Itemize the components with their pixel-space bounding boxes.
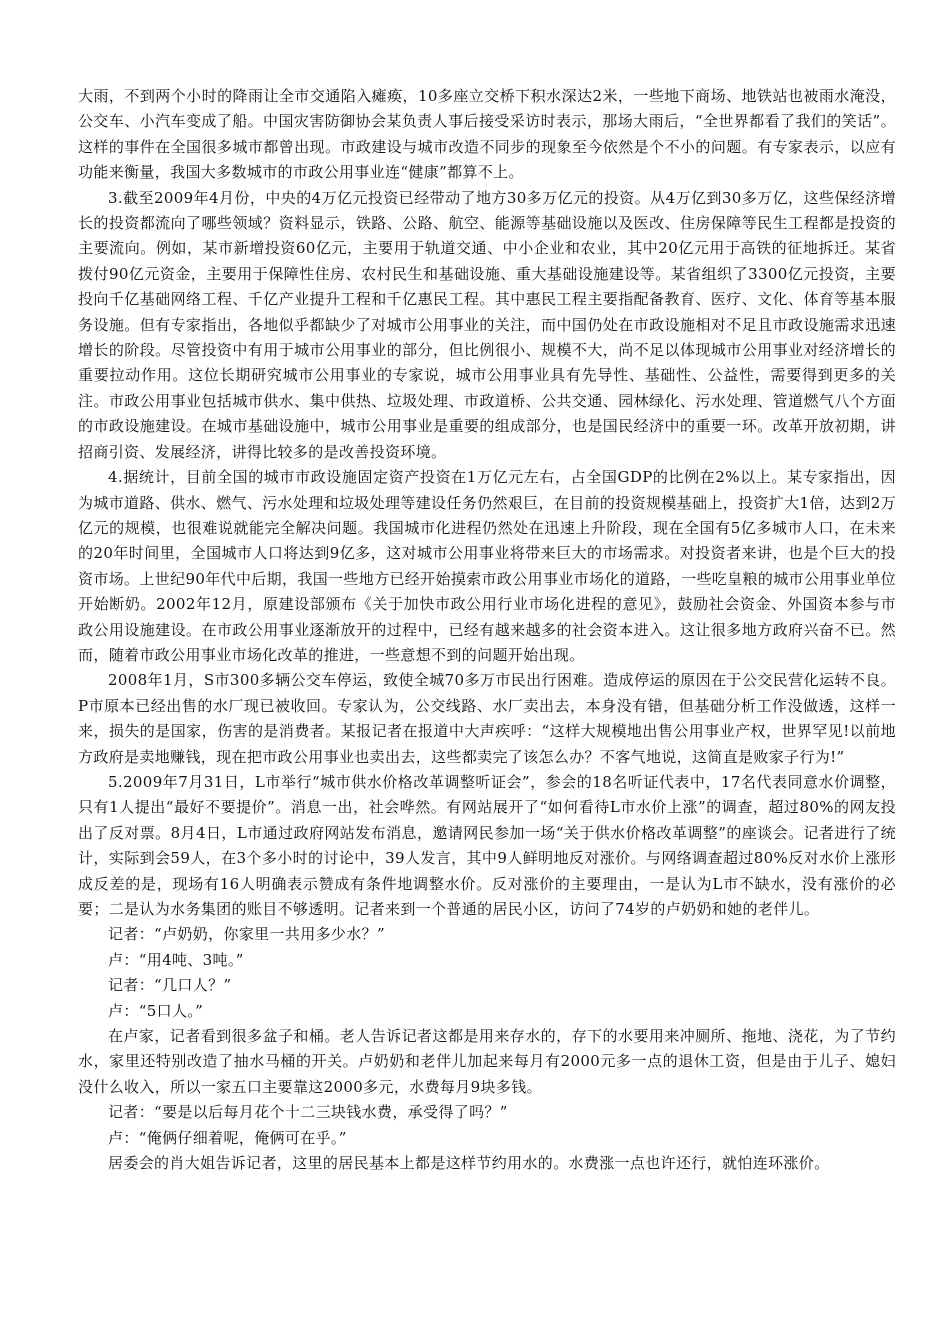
- dialogue-line: 卢：“俺俩仔细着呢，俺俩可在乎。”: [108, 1128, 347, 1147]
- document-page: [78, 84, 896, 1176]
- paragraph-4-statistics: 4.据统计，目前全国的城市市政设施固定资产投资在1万亿元左右，占全国GDP的比例在2%以上。某专家指出，因为城市道路、供水、燃气、污水处理和垃圾处理等建设任务仍然艰巨，在目前的投资规模基础上，投资扩大1倍，达到2万亿元的规模，也很难说就能完全解决问题。我国城市化进程仍然处在迅速上升阶段，现在全国有5亿多城市人口，在未来的20年时间里，全国城市人口将达到9亿多，这对城市公用事业将带来巨大的市场需求。对投资者来讲，也是个巨大的投资市场。上世纪90年代中后期，我国一些地方已经开始摸索市政公用事业市场化的道路，一些吃皇粮的城市公用事业单位开始断奶。2002年12月，原建设部颁布《关于加快市政公用行业市场化进程的意见》，鼓励社会资金、外国资本参与市政公用设施建设。在市政公用事业逐渐放开的过程中，已经有越来越多的社会资本进入。这让很多地方政府兴奋不已。然而，随着市政公用事业市场化改革的推进，一些意想不到的问题开始出现。: [78, 468, 896, 664]
- paragraph-bus-stoppage: 2008年1月，S市300多辆公交车停运，致使全城70多万市民出行困难。造成停运的原因在于公交民营化运转不良。P市原本已经出售的水厂现已被收回。专家认为，公交线路、水厂卖出去，本身没有错，但基础分析工作没做透，这样一来，损失的是国家，伤害的是消费者。某报记者在报道中大声疾呼：“这样大规模地出售公用事业产权，世界罕见!以前地方政府是卖地赚钱，现在把市政公用事业也卖出去，这些都卖完了该怎么办？不客气地说，这简直是败家子行为!”: [78, 671, 896, 766]
- dialogue-line: 卢：“用4吨、3吨。”: [108, 950, 244, 969]
- dialogue-line: 卢：“5口人。”: [108, 1001, 204, 1020]
- paragraph-lu-household: 在卢家，记者看到很多盆子和桶。老人告诉记者这都是用来存水的，存下的水要用来冲厕所、拖地、浇花，为了节约水，家里还特别改造了抽水马桶的开关。卢奶奶和老伴儿加起来每月有2000元多一点的退休工资，但是由于儿子、媳妇没什么收入，所以一家五口主要靠这2000多元，水费每月9块多钱。: [78, 1027, 896, 1096]
- paragraph-3-investment: 3.截至2009年4月份，中央的4万亿元投资已经带动了地方30多万亿元的投资。从4万亿到30多万亿，这些保经济增长的投资都流向了哪些领域？资料显示，铁路、公路、航空、能源等基础设施以及医改、住房保障等民生工程都是投资的主要流向。例如，某市新增投资60亿元，主要用于轨道交通、中小企业和农业，其中20亿元用于高铁的征地拆迁。某省拨付90亿元资金，主要用于保障性住房、农村民生和基础设施、重大基础设施建设等。某省组织了3300亿元投资，主要投向千亿基础网络工程、千亿产业提升工程和千亿惠民工程。其中惠民工程主要指配备教育、医疗、文化、体育等基本服务设施。但有专家指出，各地似乎都缺少了对城市公用事业的关注，而中国仍处在市政设施相对不足且市政设施需求迅速增长的阶段。尽管投资中有用于城市公用事业的部分，但比例很小、规模不大，尚不足以体现城市公用事业对经济增长的重要拉动作用。这位长期研究城市公用事业的专家说，城市公用事业具有先导性、基础性、公益性，需要得到更多的关注。市政公用事业包括城市供水、集中供热、垃圾处理、市政道桥、公共交通、园林绿化、污水处理、管道燃气八个方面的市政设施建设。在城市基础设施中，城市公用事业是重要的组成部分，也是国民经济中的重要一环。改革开放初期，讲招商引资、发展经济，讲得比较多的是改善投资环境。: [78, 188, 896, 461]
- paragraph-intro-continuation: 大雨，不到两个小时的降雨让全市交通陷入瘫痪，10多座立交桥下积水深达2米，一些地下商场、地铁站也被雨水淹没，公交车、小汽车变成了船。中国灾害防御协会某负责人事后接受采访时表示，那场大雨后，“全世界都看了我们的笑话”。这样的事件在全国很多城市都曾出现。市政建设与城市改造不同步的现象至今依然是个不小的问题。有专家表示，以应有功能来衡量，我国大多数城市的市政公用事业连“健康”都算不上。: [78, 87, 896, 182]
- paragraph-5-water-price-hearing: 5.2009年7月31日，L市举行“城市供水价格改革调整听证会”，参会的18名听证代表中，17名代表同意水价调整，只有1人提出“最好不要提价”。消息一出，社会哗然。有网站展开了“如何看待L市水价上涨”的调查，超过80%的网友投出了反对票。8月4日，L市通过政府网站发布消息，邀请网民参加一场“关于供水价格改革调整”的座谈会。记者进行了统计，实际到会59人，在3个多小时的讨论中，39人发言，其中9人鲜明地反对涨价。与网络调查超过80%反对水价上涨形成反差的是，现场有16人明确表示赞成有条件地调整水价。反对涨价的主要理由，一是认为L市不缺水，没有涨价的必要；二是认为水务集团的账目不够透明。记者来到一个普通的居民小区，访问了74岁的卢奶奶和她的老伴儿。: [78, 772, 896, 918]
- dialogue-line: 记者：“要是以后每月花个十二三块钱水费，承受得了吗？”: [108, 1103, 508, 1122]
- dialogue-line: 记者：“卢奶奶，你家里一共用多少水？”: [108, 925, 385, 944]
- paragraph-neighborhood-committee: 居委会的肖大姐告诉记者，这里的居民基本上都是这样节约用水的。水费涨一点也许还行，就怕连环涨价。: [108, 1154, 830, 1173]
- dialogue-line: 记者：“几口人？”: [108, 976, 232, 995]
